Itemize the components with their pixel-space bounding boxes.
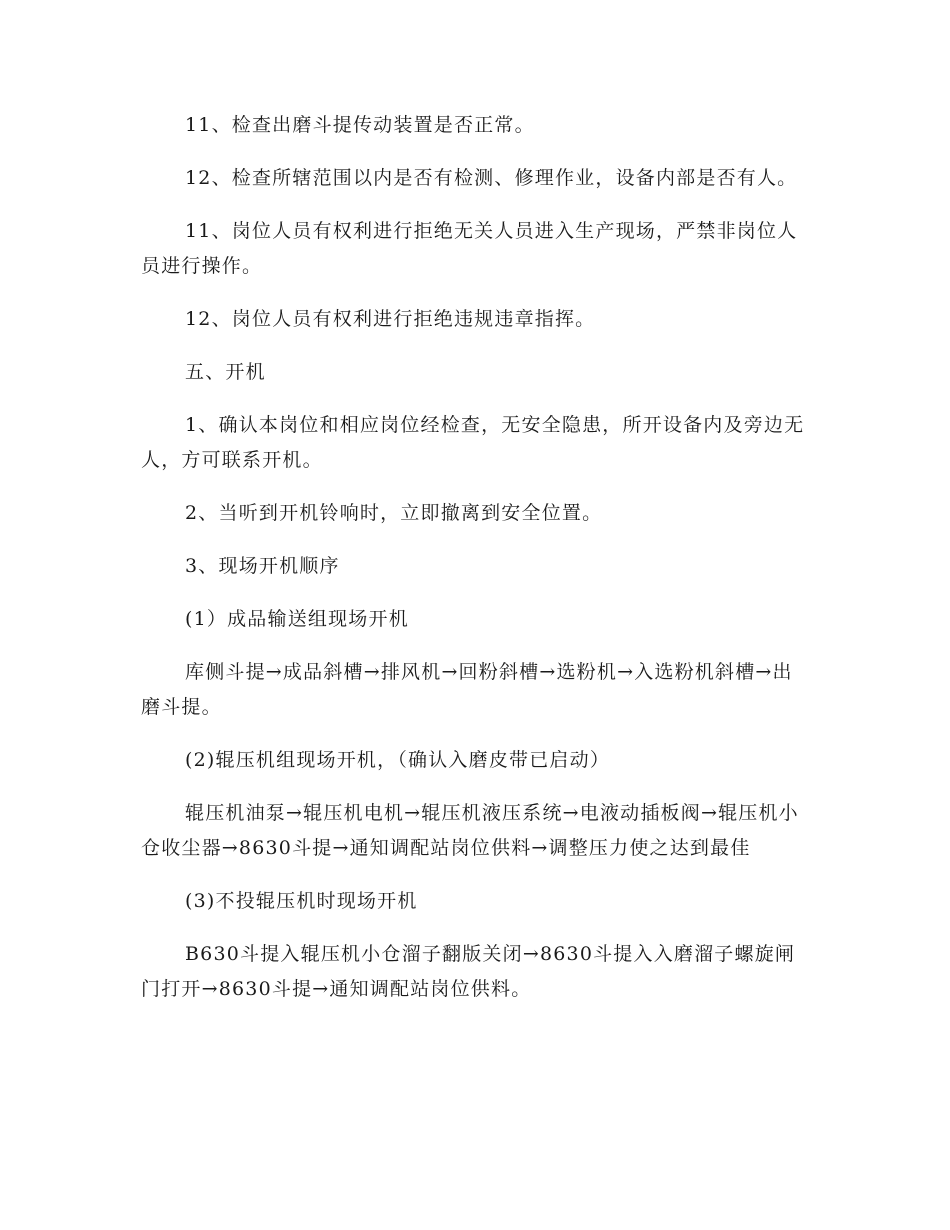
subheading-roller-press: (2)辊压机组现场开机，（确认入磨皮带已启动）	[185, 749, 611, 771]
paragraph-item-12-personnel-check: 12、检查所辖范围以内是否有检测、修理作业，设备内部是否有人。	[185, 167, 798, 189]
sequence-no-roller-press: B630斗提入辊压机小仓溜子翻版关闭→8630斗提入入磨溜子螺旋闸门打开→8630斗提→通知调配站岗位供料。	[141, 943, 796, 1000]
paragraph-item-2-evacuate: 2、当听到开机铃响时，立即撤离到安全位置。	[185, 502, 603, 524]
paragraph-item-12-refuse-illegal-command: 12、岗位人员有权利进行拒绝违规违章指挥。	[185, 308, 596, 330]
sequence-product-conveying: 库侧斗提→成品斜槽→排风机→回粉斜槽→选粉机→入选粉机斜槽→出磨斗提。	[141, 661, 793, 718]
subheading-no-roller-press: (3)不投辊压机时现场开机	[185, 890, 418, 912]
paragraph-item-1-confirm-safety: 1、确认本岗位和相应岗位经检查，无安全隐患，所开设备内及旁边无人，方可联系开机。	[141, 414, 805, 471]
sequence-roller-press: 辊压机油泵→辊压机电机→辊压机液压系统→电液动插板阀→辊压机小仓收尘器→8630斗提→通知调配站岗位供料→调整压力使之达到最佳	[141, 802, 799, 859]
document-body	[141, 108, 809, 1025]
paragraph-item-11-drive-check: 11、检查出磨斗提传动装置是否正常。	[185, 114, 535, 136]
paragraph-item-3-startup-order: 3、现场开机顺序	[185, 555, 340, 577]
subheading-product-conveying: (1）成品输送组现场开机	[185, 608, 409, 630]
paragraph-item-11-refuse-unrelated: 11、岗位人员有权利进行拒绝无关人员进入生产现场，严禁非岗位人员进行操作。	[141, 220, 798, 277]
section-heading-startup: 五、开机	[185, 361, 266, 383]
